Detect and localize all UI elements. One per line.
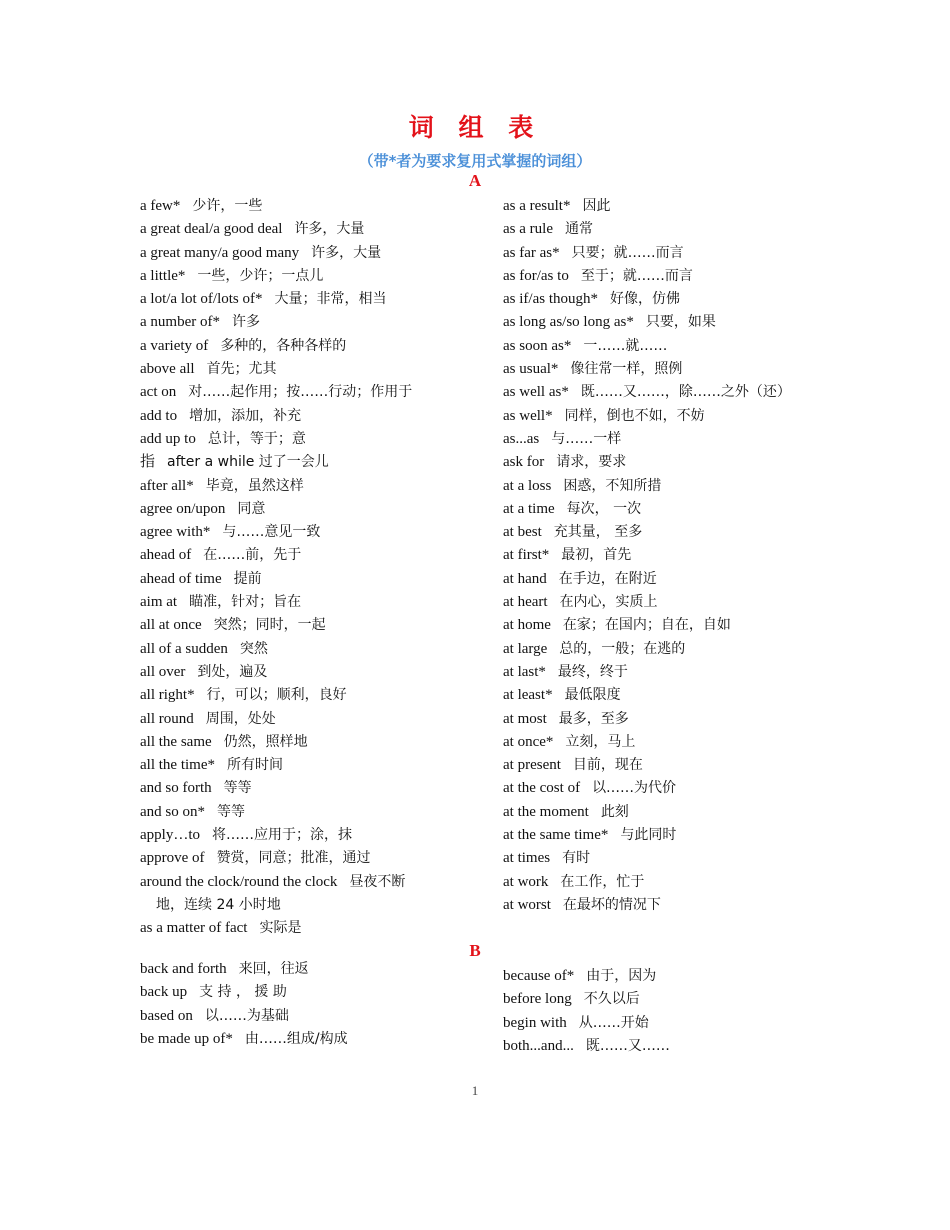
- phrase-english: at the cost of: [503, 780, 581, 797]
- phrase-entry: [140, 358, 500, 381]
- phrase-english: as for/as to: [503, 267, 569, 284]
- phrase-english: aim at: [140, 594, 178, 611]
- phrase-english: as a rule: [503, 221, 553, 238]
- phrase-entry: [503, 638, 883, 661]
- phrase-chinese: 突然；同时，一起: [213, 617, 326, 634]
- phrase-chinese-continued: 地，连续 24 小时地: [156, 896, 281, 913]
- phrase-english: begin with: [503, 1014, 567, 1031]
- phrase-entry: [140, 801, 500, 824]
- phrase-english: all round: [140, 710, 194, 727]
- phrase-entry: [503, 475, 883, 498]
- phrase-english: at first*: [503, 547, 550, 564]
- phrase-entry: [140, 475, 500, 498]
- phrase-entry: [503, 568, 883, 591]
- phrase-entry: [503, 661, 883, 684]
- phrase-chinese: 最初，首先: [561, 547, 632, 564]
- phrase-chinese: 目前，现在: [572, 757, 643, 774]
- phrase-chinese: 最低限度: [564, 687, 621, 704]
- phrase-entry: [503, 451, 883, 474]
- phrase-english: all of a sudden: [140, 640, 228, 657]
- phrase-entry: [140, 591, 500, 614]
- phrase-english: approve of: [140, 850, 205, 867]
- section-letter-a: A: [468, 171, 482, 190]
- phrase-english: ahead of time: [140, 570, 222, 587]
- phrase-entry: [503, 801, 883, 824]
- phrase-entry: [140, 381, 500, 404]
- phrase-chinese: 行，可以；顺利，良好: [206, 687, 347, 704]
- phrase-english: all at once: [140, 617, 202, 634]
- phrase-english: a number of*: [140, 314, 220, 331]
- phrase-chinese: 一些，少许；一点儿: [197, 267, 324, 284]
- phrase-entry: [503, 591, 883, 614]
- phrase-english: above all: [140, 361, 195, 378]
- phrase-entry: [503, 1035, 883, 1058]
- phrase-chinese: 总的，一般；在逃的: [559, 640, 686, 657]
- phrase-entry: [140, 451, 500, 474]
- phrase-english: all the same: [140, 733, 212, 750]
- phrase-english: at times: [503, 850, 551, 867]
- phrase-chinese: 首先；尤其: [206, 361, 277, 378]
- phrase-english: 指: [140, 454, 156, 471]
- phrase-chinese: 赞赏，同意；批准，通过: [216, 850, 371, 867]
- phrase-entry: [140, 684, 500, 707]
- phrase-chinese: 以……为基础: [204, 1007, 289, 1024]
- phrase-chinese: 毕竟，虽然这样: [205, 477, 304, 494]
- phrase-chinese: 像往常一样，照例: [570, 361, 683, 378]
- phrase-chinese: 等等: [217, 803, 245, 820]
- phrase-english: all over: [140, 663, 186, 680]
- phrase-chinese: after a while 过了一会儿: [167, 454, 329, 471]
- phrase-chinese: 昼夜不断: [349, 873, 406, 890]
- phrase-chinese: 与……意见一致: [222, 524, 321, 541]
- phrase-chinese: 由于，因为: [586, 968, 657, 984]
- page-title: 词 组 表: [408, 113, 542, 142]
- phrase-entry: [140, 661, 500, 684]
- phrase-english: act on: [140, 384, 177, 401]
- phrase-english: and so forth: [140, 780, 212, 797]
- phrase-entry: [140, 405, 500, 428]
- phrase-english: both...and...: [503, 1037, 574, 1054]
- phrase-chinese: 在家；在国内；自在，自如: [562, 617, 731, 634]
- phrase-chinese: 所有时间: [226, 757, 283, 774]
- phrase-chinese: 以……为代价: [592, 780, 677, 797]
- phrase-chinese: 最终，终于: [557, 663, 628, 680]
- phrase-english: all the time*: [140, 757, 215, 774]
- phrase-chinese: 与……一样: [551, 430, 622, 447]
- phrase-english: at a loss: [503, 477, 552, 494]
- phrase-entry: [140, 218, 500, 241]
- phrase-english: as a result*: [503, 198, 571, 214]
- phrase-chinese: 在内心，实质上: [559, 594, 658, 611]
- phrase-chinese: 在手边，在附近: [558, 570, 657, 587]
- phrase-entry: [503, 871, 883, 894]
- phrase-entry: [140, 335, 500, 358]
- phrase-english: at work: [503, 873, 549, 890]
- phrase-english: at last*: [503, 663, 546, 680]
- phrase-entry: [503, 311, 883, 334]
- phrase-entry: [140, 242, 500, 265]
- phrase-entry: [503, 708, 883, 731]
- phrase-english: as usual*: [503, 361, 559, 378]
- phrase-chinese: 将……应用于；涂，抹: [212, 827, 352, 844]
- phrase-english: as far as*: [503, 244, 560, 261]
- phrase-english: back and forth: [140, 961, 227, 977]
- phrase-chinese: 不久以后: [583, 991, 640, 1008]
- phrase-entry: [503, 288, 883, 311]
- phrase-english: a great many/a good many: [140, 244, 300, 261]
- phrase-chinese: 增加，添加，补充: [189, 407, 302, 424]
- phrase-chinese: 最多，至多: [558, 710, 629, 727]
- phrase-entry: [503, 777, 883, 800]
- phrase-chinese: 此刻: [600, 803, 629, 820]
- phrase-chinese: 多种的，各种各样的: [220, 337, 347, 354]
- page-subtitle: （带*者为要求复用式掌握的词组）: [358, 152, 592, 170]
- phrase-english: as...as: [503, 430, 540, 447]
- phrase-chinese: 一……就……: [583, 337, 668, 354]
- section-a-right-column: [503, 195, 883, 917]
- phrase-english: a variety of: [140, 337, 209, 354]
- section-letter-b: B: [469, 941, 481, 960]
- phrase-chinese: 大量；非常，相当: [274, 291, 387, 308]
- phrase-chinese: 与此同时: [620, 827, 677, 844]
- phrase-chinese: 许多，大量: [294, 221, 365, 238]
- phrase-entry: [140, 754, 500, 777]
- phrase-english: a lot/a lot of/lots of*: [140, 291, 263, 308]
- phrase-chinese: 支 持 ， 援 助: [199, 984, 287, 1001]
- phrase-entry: [140, 265, 500, 288]
- phrase-english: as well*: [503, 407, 553, 424]
- phrase-english: at best: [503, 524, 542, 541]
- phrase-chinese: 到处，遍及: [197, 663, 268, 680]
- phrase-english: be made up of*: [140, 1030, 233, 1047]
- phrase-chinese: 许多，大量: [311, 244, 382, 261]
- phrase-chinese: 等等: [223, 780, 252, 797]
- phrase-english: ahead of: [140, 547, 192, 564]
- phrase-english: and so on*: [140, 803, 205, 820]
- phrase-english: after all*: [140, 477, 194, 494]
- phrase-entry: [503, 731, 883, 754]
- phrase-english: at home: [503, 617, 551, 634]
- phrase-entry: [503, 684, 883, 707]
- phrase-chinese: 实际是: [259, 920, 302, 937]
- phrase-chinese: 只要；就……而言: [571, 244, 684, 261]
- phrase-english: because of*: [503, 968, 575, 984]
- phrase-entry: [503, 614, 883, 637]
- phrase-entry: [140, 708, 500, 731]
- phrase-entry: [503, 754, 883, 777]
- phrase-entry: [503, 544, 883, 567]
- phrase-entry: [503, 847, 883, 870]
- phrase-entry: [140, 568, 500, 591]
- phrase-chinese: 来回，往返: [238, 961, 309, 977]
- phrase-chinese: 从……开始: [578, 1014, 649, 1031]
- phrase-entry: [140, 777, 500, 800]
- section-b-right-column: [503, 965, 883, 1058]
- phrase-chinese: 周围，处处: [205, 710, 276, 727]
- phrase-entry: [140, 731, 500, 754]
- phrase-entry: [503, 335, 883, 358]
- phrase-chinese: 只要，如果: [645, 314, 716, 331]
- phrase-english: before long: [503, 991, 572, 1008]
- phrase-chinese: 在最坏的情况下: [562, 896, 661, 913]
- phrase-entry: [140, 847, 500, 870]
- phrase-english: at a time: [503, 500, 555, 517]
- phrase-chinese: 通常: [564, 221, 593, 238]
- phrase-english: at heart: [503, 594, 548, 611]
- phrase-entry: [503, 521, 883, 544]
- phrase-entry: [503, 218, 883, 241]
- phrase-english: agree with*: [140, 524, 211, 541]
- phrase-chinese: 有时: [562, 850, 591, 867]
- phrase-chinese: 少许，一些: [192, 198, 263, 214]
- phrase-entry: [503, 358, 883, 381]
- phrase-english: at the moment: [503, 803, 589, 820]
- phrase-english: as well as*: [503, 384, 569, 401]
- phrase-entry: [140, 958, 500, 981]
- phrase-english: at worst: [503, 896, 551, 913]
- phrase-chinese: 每次， 一次: [566, 500, 642, 517]
- phrase-chinese: 许多: [231, 314, 260, 331]
- phrase-english: at large: [503, 640, 548, 657]
- phrase-chinese: 好像，仿佛: [610, 291, 680, 308]
- phrase-english: apply…to: [140, 827, 200, 844]
- phrase-english: ask for: [503, 454, 545, 471]
- section-a-left-column: [140, 195, 500, 941]
- phrase-english: at once*: [503, 733, 554, 750]
- phrase-english: as long as/so long as*: [503, 314, 634, 331]
- phrase-entry: [140, 871, 500, 918]
- phrase-english: back up: [140, 984, 188, 1001]
- phrase-entry: [140, 288, 500, 311]
- phrase-chinese: 同意: [237, 500, 266, 517]
- phrase-entry: [140, 311, 500, 334]
- phrase-chinese: 在工作，忙于: [560, 873, 645, 890]
- page-number: 1: [471, 1083, 479, 1098]
- phrase-entry: [140, 917, 500, 940]
- phrase-entry: [503, 498, 883, 521]
- phrase-entry: [140, 544, 500, 567]
- phrase-chinese: 提前: [233, 570, 262, 587]
- section-b-left-column: [140, 958, 500, 1051]
- phrase-entry: [503, 965, 883, 988]
- phrase-entry: [503, 405, 883, 428]
- phrase-english: at least*: [503, 687, 553, 704]
- phrase-chinese: 充其量， 至多: [553, 524, 643, 541]
- phrase-chinese: 既……又……，除……之外（还）: [580, 384, 791, 401]
- phrase-entry: [503, 265, 883, 288]
- phrase-english: a little*: [140, 267, 186, 284]
- phrase-chinese: 困惑，不知所措: [563, 477, 662, 494]
- phrase-chinese: 总计，等于；意: [207, 430, 306, 447]
- phrase-chinese: 同样，倒也不如，不妨: [564, 407, 705, 424]
- phrase-entry: [140, 981, 500, 1004]
- phrase-english: add up to: [140, 430, 196, 447]
- phrase-entry: [140, 521, 500, 544]
- phrase-english: at most: [503, 710, 547, 727]
- phrase-entry: [140, 428, 500, 451]
- phrase-entry: [503, 1012, 883, 1035]
- phrase-entry: [140, 824, 500, 847]
- phrase-entry: [503, 242, 883, 265]
- phrase-chinese: 既……又……: [585, 1037, 670, 1054]
- phrase-english: based on: [140, 1007, 193, 1024]
- phrase-entry: [503, 988, 883, 1011]
- phrase-chinese: 因此: [582, 198, 611, 214]
- phrase-entry: [503, 195, 883, 218]
- phrase-english: add to: [140, 407, 178, 424]
- phrase-entry: [503, 428, 883, 451]
- phrase-english: as soon as*: [503, 337, 572, 354]
- phrase-english: as if/as though*: [503, 291, 598, 308]
- phrase-entry: [503, 824, 883, 847]
- phrase-entry: [140, 195, 500, 218]
- phrase-entry: [503, 381, 883, 404]
- phrase-chinese: 立刻，马上: [565, 733, 636, 750]
- phrase-chinese: 请求，要求: [556, 454, 627, 471]
- phrase-entry: [140, 1005, 500, 1028]
- phrase-entry: [140, 498, 500, 521]
- phrase-english: at the same time*: [503, 827, 609, 844]
- phrase-english: around the clock/round the clock: [140, 873, 338, 890]
- phrase-chinese: 由……组成/构成: [244, 1030, 348, 1047]
- phrase-entry: [140, 638, 500, 661]
- phrase-english: agree on/upon: [140, 500, 226, 517]
- phrase-english: at present: [503, 757, 561, 774]
- phrase-entry: [503, 894, 883, 917]
- phrase-english: a great deal/a good deal: [140, 221, 283, 238]
- phrase-english: all right*: [140, 687, 195, 704]
- phrase-english: at hand: [503, 570, 547, 587]
- phrase-chinese: 在……前，先于: [203, 547, 302, 564]
- phrase-english: as a matter of fact: [140, 920, 248, 937]
- phrase-chinese: 突然: [239, 640, 268, 657]
- phrase-chinese: 仍然，照样地: [223, 733, 308, 750]
- phrase-chinese: 对……起作用；按……行动；作用于: [188, 384, 413, 401]
- phrase-english: a few*: [140, 198, 181, 214]
- phrase-entry: [140, 614, 500, 637]
- phrase-entry: [140, 1028, 500, 1051]
- phrase-chinese: 至于；就……而言: [580, 267, 693, 284]
- phrase-chinese: 瞄准，针对；旨在: [189, 594, 302, 611]
